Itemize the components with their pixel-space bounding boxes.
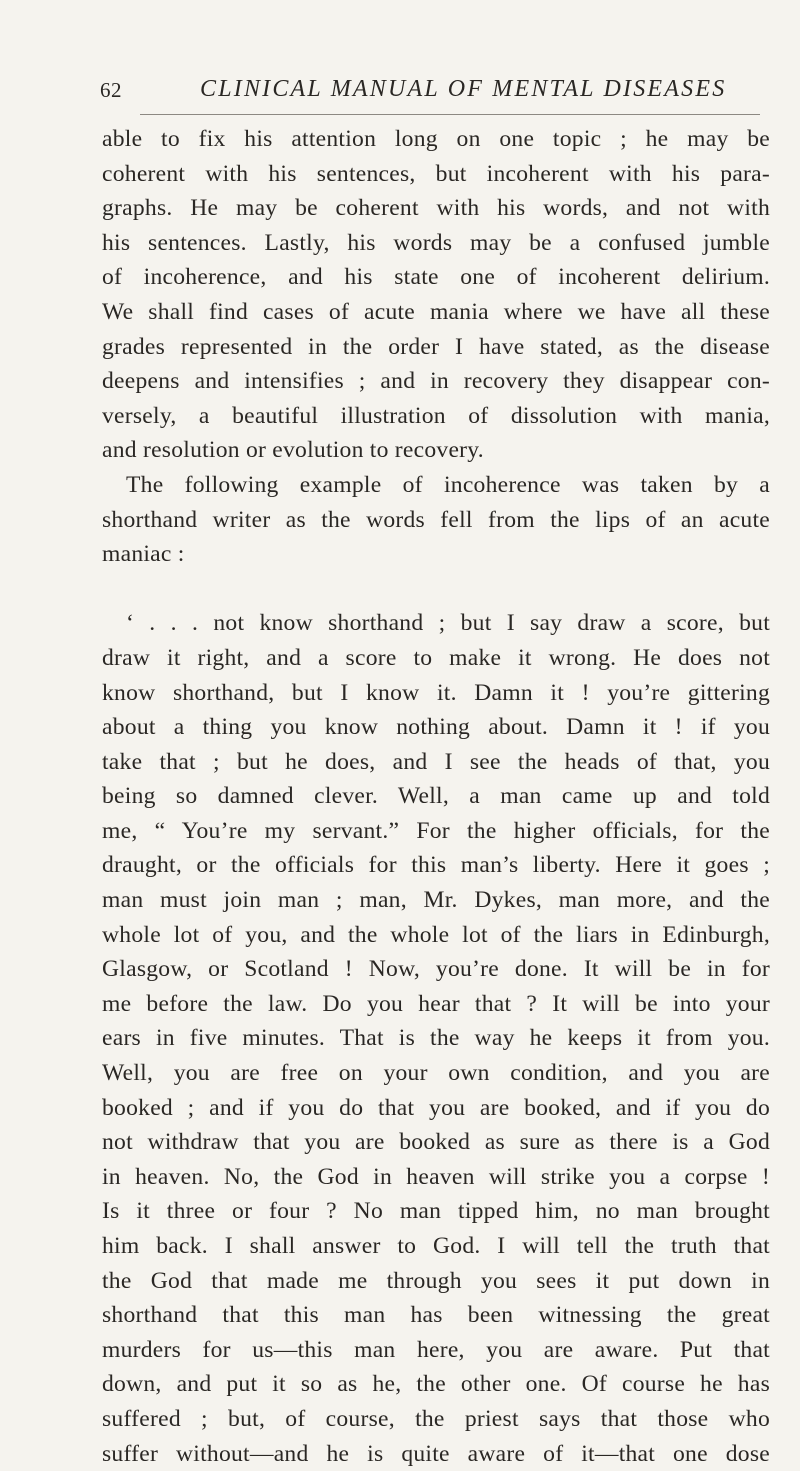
text-line: maniac : [102, 541, 185, 568]
text-line: coherent with his sentences, but incoherent with his para- [102, 160, 770, 187]
text-line: in heaven. No, the God in heaven will strike you a corpse ! [102, 1163, 770, 1190]
text-line: The following example of incoherence was taken by a [126, 471, 770, 498]
text-line: draw it right, and a score to make it wrong. He does not [102, 644, 770, 671]
page-number: 62 [100, 78, 122, 102]
running-head [100, 76, 770, 116]
text-line: shorthand writer as the words fell from the lips of an acute [102, 506, 770, 533]
text-line: Glasgow, or Scotland ! Now, you’re done. It will be in for [102, 956, 770, 983]
paragraph-1 [102, 122, 770, 468]
text-line: not withdraw that you are booked as sure as there is a God [102, 1129, 770, 1156]
header-rule [140, 114, 760, 115]
text-line: him back. I shall answer to God. I will tell the truth that [102, 1233, 770, 1259]
body-text [102, 122, 770, 1471]
paragraph-gap [102, 572, 770, 607]
running-title: CLINICAL MANUAL OF MENTAL DISEASES [200, 76, 727, 102]
text-line: suffered ; but, of course, the priest says that those who [102, 1405, 770, 1432]
text-line: and resolution or evolution to recovery. [102, 437, 484, 464]
text-line: ‘ . . . not know shorthand ; but I say draw a score, but [126, 610, 770, 637]
text-line: me before the law. Do you hear that ? It will be into your [102, 990, 770, 1017]
text-line: Well, you are free on your own condition, and you are [102, 1060, 770, 1087]
text-line: whole lot of you, and the whole lot of the liars in Edinburgh, [102, 921, 770, 948]
text-line: grades represented in the order I have stated, as the disease [102, 333, 770, 360]
text-line: We shall find cases of acute mania where we have all these [102, 298, 770, 325]
text-line: of incoherence, and his state one of incoherent delirium. [102, 264, 770, 291]
text-line: being so damned clever. Well, a man came up and told [102, 783, 770, 810]
text-line: deepens and intensifies ; and in recovery they disappear con- [102, 368, 770, 395]
quoted-passage [102, 606, 770, 1471]
text-line: his sentences. Lastly, his words may be a confused jumble [102, 229, 770, 256]
text-line: booked ; and if you do that you are booked, and if you do [102, 1094, 770, 1121]
text-line: down, and put it so as he, the other one. Of course he has [102, 1371, 770, 1398]
text-line: ears in five minutes. That is the way he keeps it from you. [102, 1025, 770, 1052]
text-line: able to fix his attention long on one topic ; he may be [102, 126, 770, 152]
text-line: shorthand that this man has been witnessing the great [102, 1302, 770, 1329]
text-line: know shorthand, but I know it. Damn it ! you’re gittering [102, 679, 770, 706]
text-line: Is it three or four ? No man tipped him, no man brought [102, 1198, 770, 1225]
text-line: about a thing you know nothing about. Damn it ! if you [102, 714, 770, 741]
text-line: the God that made me through you sees it put down in [102, 1267, 770, 1294]
text-line: suffer without—and he is quite aware of it—that one dose [102, 1440, 770, 1467]
paragraph-2 [102, 468, 770, 572]
text-line: graphs. He may be coherent with his words, and not with [102, 195, 770, 222]
text-line: draught, or the officials for this man’s liberty. Here it goes ; [102, 852, 770, 879]
text-line: me, “ You’re my servant.” For the higher officials, for the [102, 817, 770, 844]
text-line: murders for us—this man here, you are aware. Put that [102, 1336, 770, 1363]
text-line: take that ; but he does, and I see the heads of that, you [102, 748, 770, 775]
text-line: man must join man ; man, Mr. Dykes, man more, and the [102, 887, 770, 914]
text-line: versely, a beautiful illustration of dissolution with mania, [102, 402, 770, 429]
